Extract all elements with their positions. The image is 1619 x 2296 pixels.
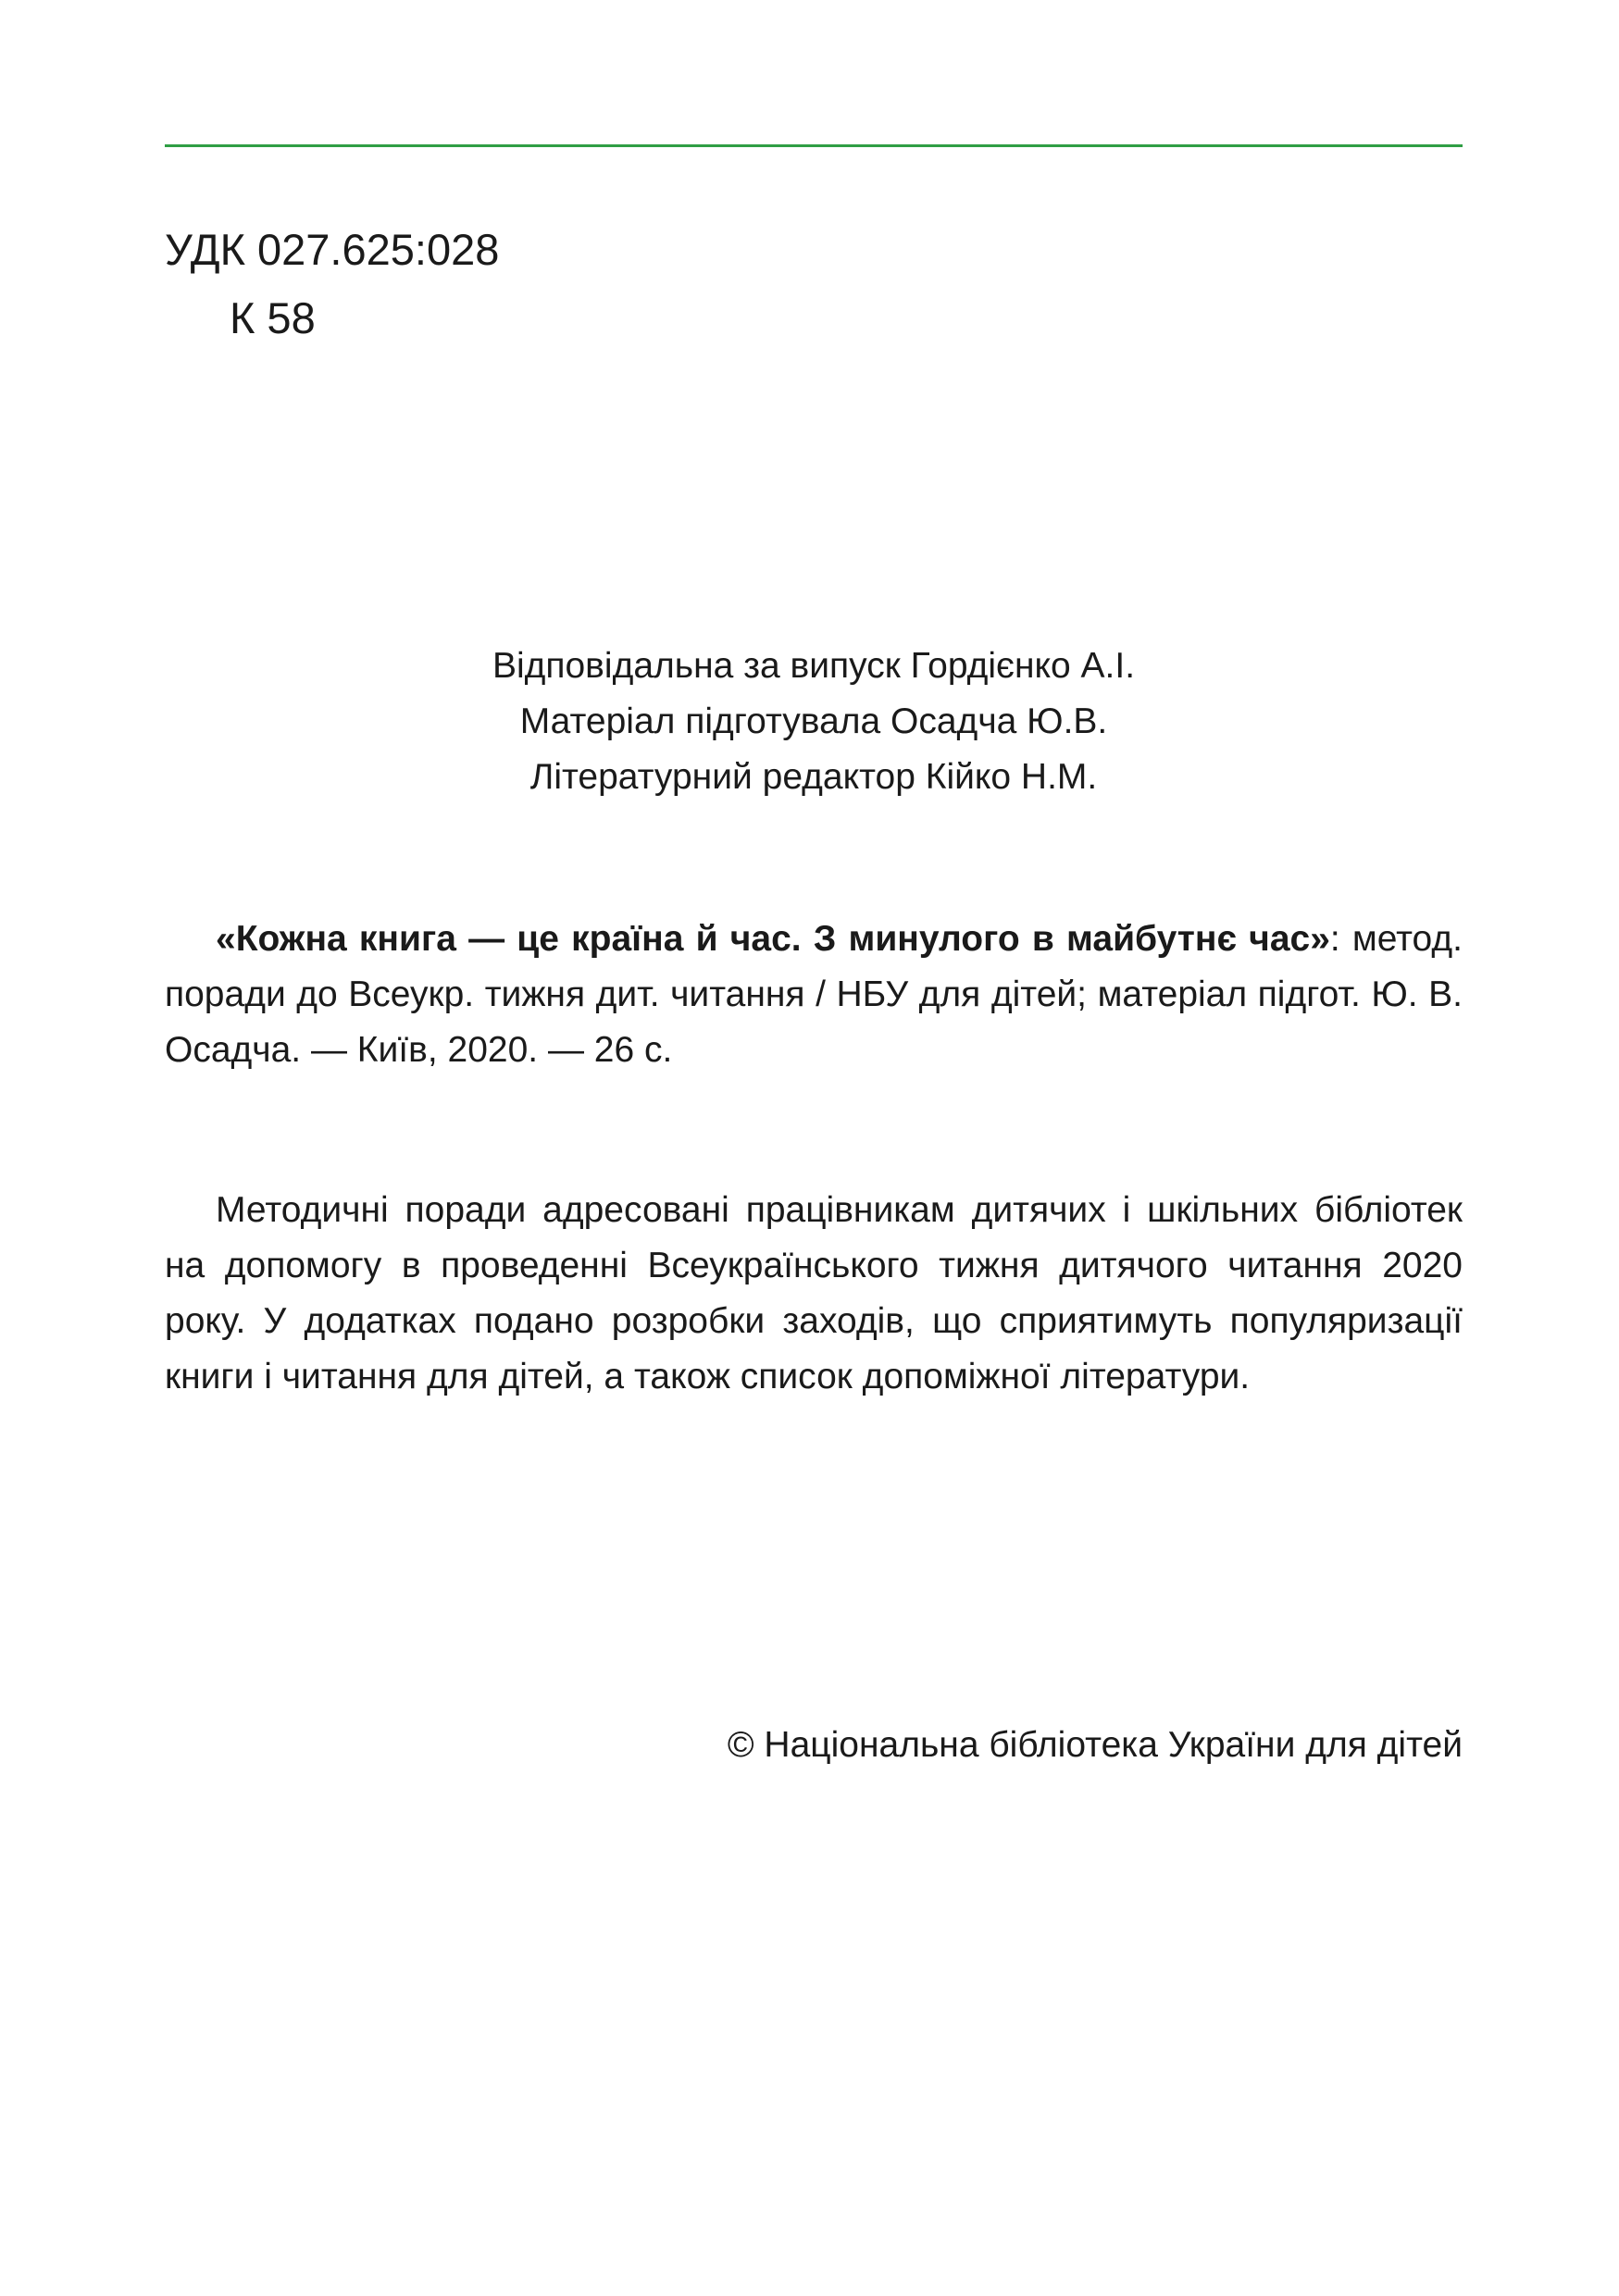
credit-responsible: Відповідальна за випуск Гордієнко А.І.	[492, 646, 1136, 686]
bibliographic-record	[165, 912, 1463, 1078]
abstract-paragraph: Методичні поради адресовані працівникам дитячих і шкільних бібліотек на допомогу в проведенні Всеукраїнського тижня дитячого читання 2020 року. У додатках подано розробки заходів, що сприятимуть популяризації книги і читання для дітей, а також список допоміжної літератури.	[165, 1190, 1463, 1396]
top-divider	[165, 144, 1463, 147]
udk-code: УДК 027.625:028	[165, 225, 500, 274]
bibliographic-description: : метод. поради до Всеукр. тижня дит. читання / НБУ для дітей; матеріал підгот. Ю. В. Осадча. — Київ, 2020. — 26 с.	[165, 919, 1463, 1070]
copyright-line: © Національна бібліотека України для дітей	[727, 1725, 1463, 1765]
credit-prepared-by: Матеріал підготувала Осадча Ю.В.	[519, 701, 1108, 741]
classification-block	[165, 222, 499, 346]
credits-block	[165, 639, 1463, 805]
credit-editor: Літературний редактор Кійко Н.М.	[529, 757, 1098, 797]
book-title: «Кожна книга — це країна й час. З минулого в майбутнє час»	[216, 919, 1330, 959]
author-sign: К 58	[230, 293, 316, 342]
